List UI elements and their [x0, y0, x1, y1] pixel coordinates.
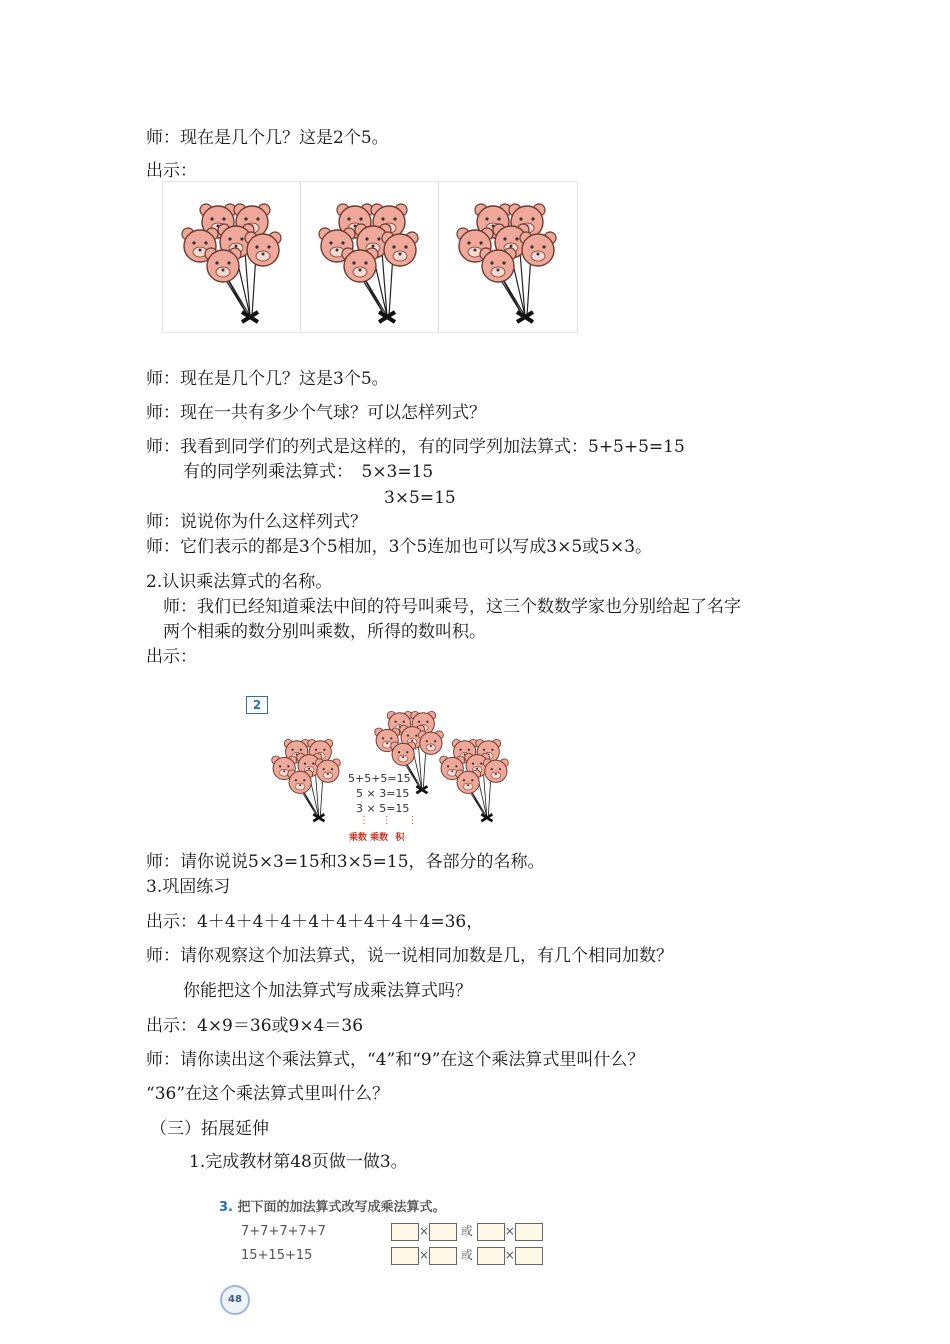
- answer-box[interactable]: [429, 1223, 457, 1241]
- text-line-10: 2.认识乘法算式的名称。: [146, 572, 333, 592]
- text-line-7: 3×5=15: [384, 488, 456, 508]
- text-line-17: 师：请你观察这个加法算式，说一说相同加数是几，有几个相同加数？: [146, 946, 673, 966]
- text-line-2: 出示：: [146, 161, 197, 181]
- answer-box[interactable]: [391, 1223, 419, 1241]
- text-line-3: 师：现在是几个几？这是3个5。: [146, 369, 389, 389]
- or-word: 或: [460, 1248, 473, 1262]
- exercise-row-2-answer: [391, 1246, 543, 1265]
- text-line-15: 3.巩固练习: [146, 877, 231, 897]
- text-line-5: 师：我看到同学们的列式是这样的，有的同学列加法算式：5+5+5=15: [146, 437, 685, 457]
- text-line-4: 师：现在一共有多少个气球？可以怎样列式？: [146, 403, 486, 423]
- answer-box[interactable]: [515, 1223, 543, 1241]
- text-line-14: 师：请你说说5×3=15和3×5=15，各部分的名称。: [146, 852, 545, 872]
- label-factor-2: 乘数: [370, 833, 389, 843]
- balloon-figure-1: [162, 181, 578, 333]
- page-number-badge: 48: [220, 1285, 250, 1315]
- label-factor-1: 乘数: [349, 833, 368, 843]
- text-line-6: 有的同学列乘法算式： 5×3=15: [183, 462, 434, 482]
- answer-box[interactable]: [391, 1247, 419, 1265]
- text-line-23: 1.完成教材第48页做一做3。: [189, 1152, 408, 1172]
- text-line-18: 你能把这个加法算式写成乘法算式吗？: [183, 981, 472, 1001]
- text-line-22: （三）拓展延伸: [150, 1119, 269, 1139]
- or-word: 或: [460, 1224, 473, 1238]
- times-sign: ×: [504, 1248, 515, 1262]
- exercise-instruction: 把下面的加法算式改写成乘法算式。: [237, 1200, 446, 1215]
- answer-box[interactable]: [477, 1223, 505, 1241]
- exercise-title: [219, 1196, 446, 1215]
- text-line-12: 两个相乘的数分别叫乘数，所得的数叫积。: [163, 622, 486, 642]
- exercise-row-2-expression: 15+15+15: [241, 1248, 313, 1263]
- exercise-number: 3.: [219, 1200, 233, 1215]
- times-sign: ×: [504, 1224, 515, 1238]
- text-line-13: 出示：: [146, 647, 197, 667]
- answer-box[interactable]: [477, 1247, 505, 1265]
- times-sign: ×: [419, 1224, 430, 1238]
- text-line-21: “36”在这个乘法算式里叫什么？: [146, 1084, 390, 1104]
- textbook-figure-2: [240, 690, 510, 845]
- exercise-row-1-answer: [391, 1222, 543, 1241]
- text-line-16: 出示：4＋4＋4＋4＋4＋4＋4＋4＋4=36，: [146, 912, 484, 932]
- equation-multiplication-1: 5 × 3=15: [356, 787, 410, 800]
- balloon-cluster-image: [163, 182, 300, 332]
- balloon-cluster-image: [262, 720, 357, 835]
- exercise-figure: [215, 1190, 575, 1320]
- text-line-8: 师：说说你为什么这样列式？: [146, 512, 367, 532]
- text-line-11: 师：我们已经知道乘法中间的符号叫乘号，这三个数数学家也分别给起了名字: [163, 597, 741, 617]
- balloon-cluster-image: [438, 182, 577, 332]
- equation-multiplication-2: 3 × 5=15: [356, 802, 410, 815]
- exercise-row-1-expression: 7+7+7+7+7: [241, 1224, 326, 1239]
- times-sign: ×: [419, 1248, 430, 1262]
- part-labels: [349, 830, 404, 843]
- text-line-19: 出示：4×9＝36或9×4＝36: [146, 1016, 364, 1036]
- equation-addition: 5+5+5=15: [348, 772, 411, 785]
- answer-box[interactable]: [515, 1247, 543, 1265]
- dotted-pointers: ⋮ ⋮ ⋮: [359, 815, 418, 826]
- balloon-cluster-image: [430, 720, 525, 835]
- text-line-9: 师：它们表示的都是3个5相加，3个5连加也可以写成3×5或5×3。: [146, 537, 653, 557]
- text-line-20: 师：请你读出这个乘法算式，“4”和“9”在这个乘法算式里叫什么？: [146, 1050, 645, 1070]
- text-line-1: 师：现在是几个几？这是2个5。: [146, 128, 389, 148]
- example-badge: 2: [246, 696, 268, 714]
- balloon-cluster-image: [300, 182, 438, 332]
- label-product: 积: [395, 833, 405, 843]
- answer-box[interactable]: [429, 1247, 457, 1265]
